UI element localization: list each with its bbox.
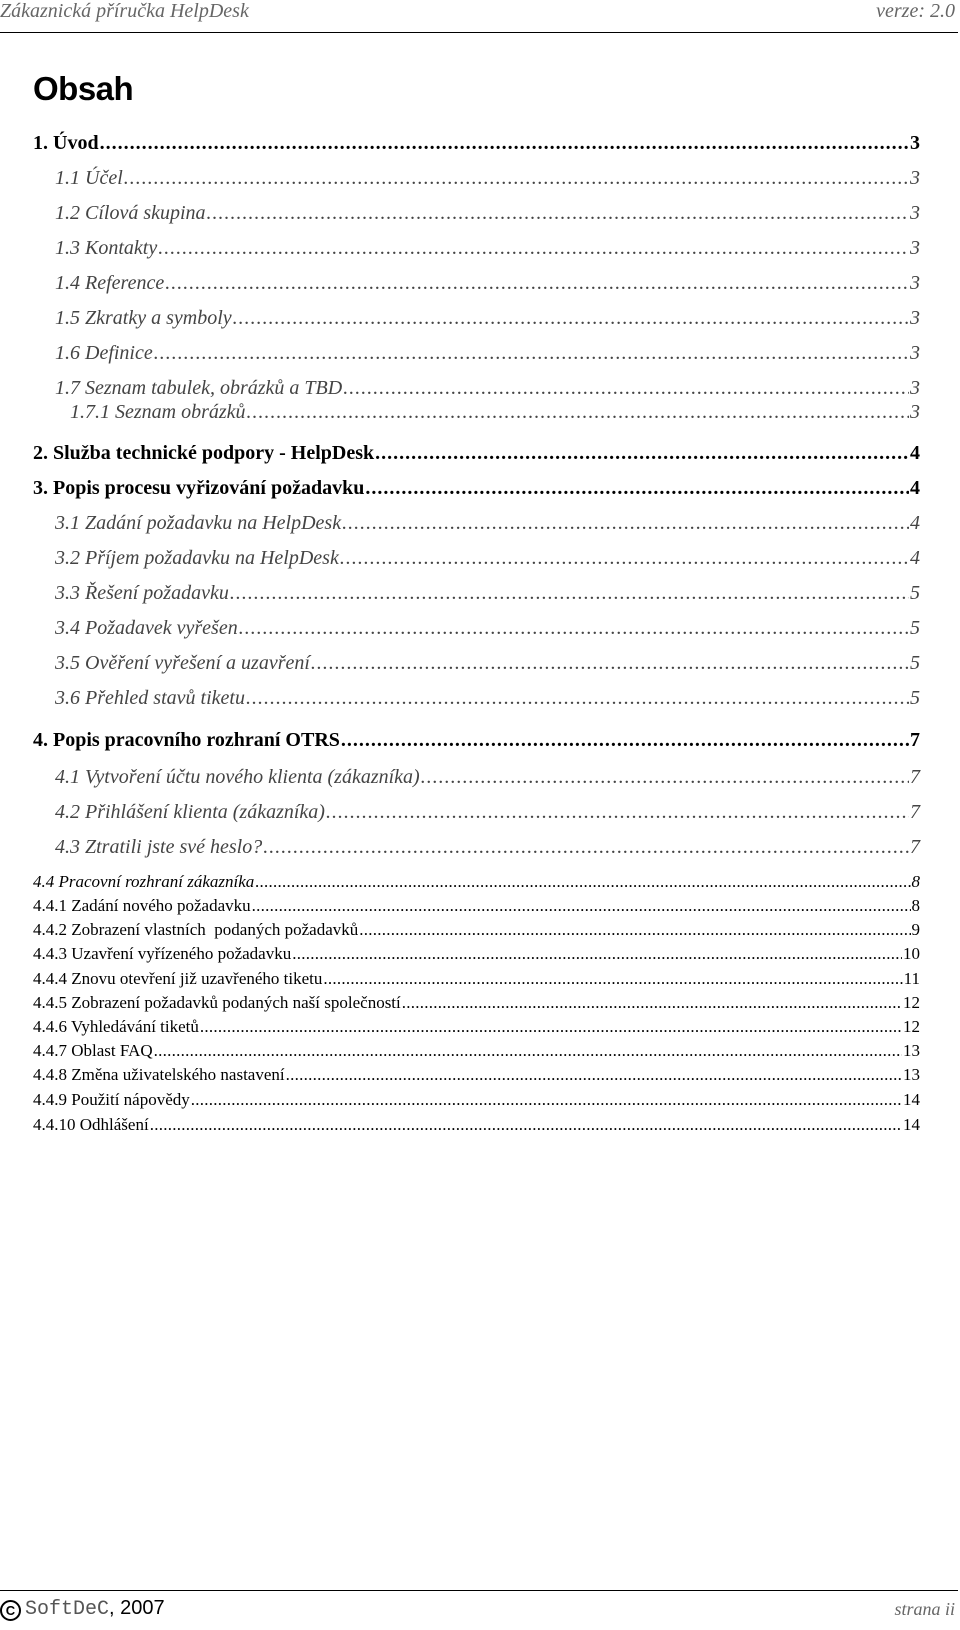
toc-entry-page: 3 — [910, 237, 920, 259]
toc-leader-dots — [341, 729, 909, 752]
toc-leader-dots — [230, 582, 909, 605]
toc-leader-dots — [124, 167, 909, 190]
toc-entry-page: 12 — [903, 1017, 920, 1036]
toc-leader-dots — [247, 401, 909, 424]
footer-year: , 2007 — [109, 1597, 165, 1619]
toc-entry[interactable] — [33, 872, 920, 892]
toc-entry-page: 7 — [910, 729, 920, 751]
toc-entry[interactable] — [33, 1041, 920, 1061]
toc-entry-page: 9 — [911, 920, 920, 939]
toc-entry-label: 1. Úvod — [33, 132, 99, 154]
toc-leader-dots — [340, 547, 909, 570]
toc-leader-dots — [286, 1065, 902, 1085]
page-header — [0, 0, 960, 30]
toc-entry[interactable] — [55, 547, 920, 570]
toc-entry[interactable] — [33, 442, 920, 465]
toc-leader-dots — [255, 872, 910, 892]
toc-entry-label: 4.4.6 Vyhledávání tiketů — [33, 1017, 199, 1036]
header-title: Zákaznická příručka HelpDesk — [0, 0, 249, 22]
footer-page-number: strana ii — [894, 1599, 955, 1619]
toc-entry[interactable] — [55, 307, 920, 330]
toc-entry[interactable] — [55, 272, 920, 295]
toc-leader-dots — [233, 307, 909, 330]
toc-entry-page: 8 — [911, 896, 920, 915]
toc-entry-page: 4 — [910, 477, 920, 499]
toc-leader-dots — [375, 442, 909, 465]
footer-rule — [0, 1590, 958, 1591]
toc-entry[interactable] — [33, 729, 920, 752]
header-rule — [0, 32, 958, 33]
toc-entry-label: 4.2 Přihlášení klienta (zákazníka) — [55, 801, 325, 823]
toc-entry-page: 5 — [910, 582, 920, 604]
toc-entry-page: 5 — [910, 617, 920, 639]
toc-entry-label: 1.4 Reference — [55, 272, 165, 294]
toc-leader-dots — [292, 944, 902, 964]
toc-entry[interactable] — [33, 1065, 920, 1085]
toc-entry-label: 1.1 Účel — [55, 167, 123, 189]
toc-entry-label: 4.4.7 Oblast FAQ — [33, 1041, 153, 1060]
toc-entry-page: 3 — [910, 307, 920, 329]
toc-leader-dots — [158, 237, 909, 260]
toc-entry-label: 4.1 Vytvoření účtu nového klienta (zákazníka) — [55, 766, 420, 788]
toc-leader-dots — [365, 477, 909, 500]
toc-entry-label: 4.4.5 Zobrazení požadavků podaných naší společností — [33, 993, 401, 1012]
footer-copyright — [0, 1597, 165, 1621]
toc-entry-page: 3 — [910, 202, 920, 224]
toc-entry-label: 1.7.1 Seznam obrázků — [70, 401, 246, 423]
toc-entry-label: 4.4.2 Zobrazení vlastních podaných požadavků — [33, 920, 359, 939]
toc-leader-dots — [100, 132, 909, 155]
toc-leader-dots — [150, 1115, 902, 1135]
toc-entry-label: 3.5 Ověření vyřešení a uzavření — [55, 652, 310, 674]
footer-company: SoftDeC — [25, 1598, 110, 1621]
toc-entry[interactable] — [55, 836, 920, 859]
toc-entry-label: 3.2 Příjem požadavku na HelpDesk — [55, 547, 339, 569]
toc-entry[interactable] — [55, 652, 920, 675]
toc-entry-page: 13 — [903, 1065, 920, 1084]
toc-entry-label: 4.4.10 Odhlášení — [33, 1115, 149, 1134]
header-version: verze: 2.0 — [876, 0, 955, 22]
toc-entry-page: 7 — [910, 766, 920, 788]
toc-entry-label: 4.4.4 Znovu otevření již uzavřeného tiketu — [33, 969, 323, 988]
toc-entry[interactable] — [55, 766, 920, 789]
toc-entry-page: 14 — [903, 1090, 920, 1109]
toc-leader-dots — [342, 512, 909, 535]
toc-leader-dots — [421, 766, 909, 789]
toc-entry-page: 3 — [910, 132, 920, 154]
toc-entry[interactable] — [33, 1090, 920, 1110]
toc-entry[interactable] — [33, 132, 920, 155]
toc-leader-dots — [326, 801, 909, 824]
toc-entry-label: 1.2 Cílová skupina — [55, 202, 206, 224]
toc-entry-page: 11 — [903, 969, 920, 988]
toc-entry-page: 3 — [910, 272, 920, 294]
toc-leader-dots — [343, 377, 909, 400]
toc-entry-label: 4.4 Pracovní rozhraní zákazníka — [33, 872, 255, 891]
toc-leader-dots — [359, 920, 910, 940]
toc-entry[interactable] — [55, 582, 920, 605]
toc-entry-label: 3.1 Zadání požadavku na HelpDesk — [55, 512, 342, 534]
toc-leader-dots — [154, 342, 909, 365]
toc-entry[interactable] — [55, 237, 920, 260]
toc-leader-dots — [200, 1017, 902, 1037]
toc-leader-dots — [239, 617, 909, 640]
toc-entry-label: 4.4.3 Uzavření vyřízeného požadavku — [33, 944, 292, 963]
toc-entry-page: 7 — [910, 836, 920, 858]
toc-leader-dots — [246, 687, 909, 710]
toc-entry-label: 1.3 Kontakty — [55, 237, 158, 259]
toc-entry[interactable] — [55, 202, 920, 225]
toc-entry-page: 13 — [903, 1041, 920, 1060]
toc-entry-label: 4.4.8 Změna uživatelského nastavení — [33, 1065, 285, 1084]
toc-entry[interactable] — [33, 920, 920, 940]
toc-leader-dots — [154, 1041, 902, 1061]
toc-entry-label: 3.4 Požadavek vyřešen — [55, 617, 238, 639]
toc-entry-page: 7 — [910, 801, 920, 823]
toc-entry[interactable] — [55, 687, 920, 710]
toc-entry-label: 3.6 Přehled stavů tiketu — [55, 687, 245, 709]
toc-entry[interactable] — [55, 617, 920, 640]
toc-entry-label: 4.4.1 Zadání nového požadavku — [33, 896, 251, 915]
toc-leader-dots — [323, 969, 902, 989]
toc-entry[interactable] — [55, 342, 920, 365]
toc-leader-dots — [311, 652, 909, 675]
toc-entry-label: 3. Popis procesu vyřizování požadavku — [33, 477, 365, 499]
toc-leader-dots — [402, 993, 902, 1013]
toc-entry-label: 2. Služba technické podpory - HelpDesk — [33, 442, 375, 464]
toc-entry-page: 3 — [910, 167, 920, 189]
toc-entry-label: 4.4.9 Použití nápovědy — [33, 1090, 190, 1109]
toc-entry[interactable] — [55, 167, 920, 190]
toc-entry[interactable] — [33, 944, 920, 964]
toc-entry-label: 1.5 Zkratky a symboly — [55, 307, 232, 329]
copyright-icon: C — [0, 1600, 21, 1621]
toc-entry[interactable] — [33, 1017, 920, 1037]
toc-entry-page: 12 — [903, 993, 920, 1012]
toc-entry-label: 1.6 Definice — [55, 342, 153, 364]
toc-entry[interactable] — [33, 969, 920, 989]
page-footer — [0, 1590, 960, 1630]
toc-entry[interactable] — [33, 896, 920, 916]
toc-entry-page: 3 — [910, 342, 920, 364]
toc-entry[interactable] — [33, 993, 920, 1013]
toc-leader-dots — [207, 202, 909, 225]
toc-entry-page: 5 — [910, 687, 920, 709]
toc-entry-page: 10 — [903, 944, 920, 963]
toc-entry-label: 4.3 Ztratili jste své heslo? — [55, 836, 263, 858]
toc-entry[interactable] — [33, 477, 920, 500]
toc-entry[interactable] — [70, 401, 920, 424]
toc-entry-page: 8 — [911, 872, 920, 891]
toc-entry[interactable] — [55, 512, 920, 535]
toc-leader-dots — [165, 272, 909, 295]
toc-entry-page: 4 — [910, 512, 920, 534]
page-title: Obsah — [33, 70, 134, 107]
toc-entry-page: 4 — [910, 442, 920, 464]
toc-entry-page: 3 — [910, 401, 920, 423]
toc-leader-dots — [191, 1090, 902, 1110]
toc-entry-page: 5 — [910, 652, 920, 674]
toc-leader-dots — [263, 836, 909, 859]
toc-entry[interactable] — [55, 801, 920, 824]
toc-entry-label: 4. Popis pracovního rozhraní OTRS — [33, 729, 340, 751]
toc-entry-page: 4 — [910, 547, 920, 569]
toc-entry-page: 14 — [903, 1115, 920, 1134]
toc-leader-dots — [252, 896, 911, 916]
toc-entry-page: 3 — [910, 377, 920, 399]
toc-entry[interactable] — [55, 377, 920, 400]
toc-entry[interactable] — [33, 1115, 920, 1135]
toc-entry-label: 1.7 Seznam tabulek, obrázků a TBD — [55, 377, 343, 399]
toc-entry-label: 3.3 Řešení požadavku — [55, 582, 229, 604]
